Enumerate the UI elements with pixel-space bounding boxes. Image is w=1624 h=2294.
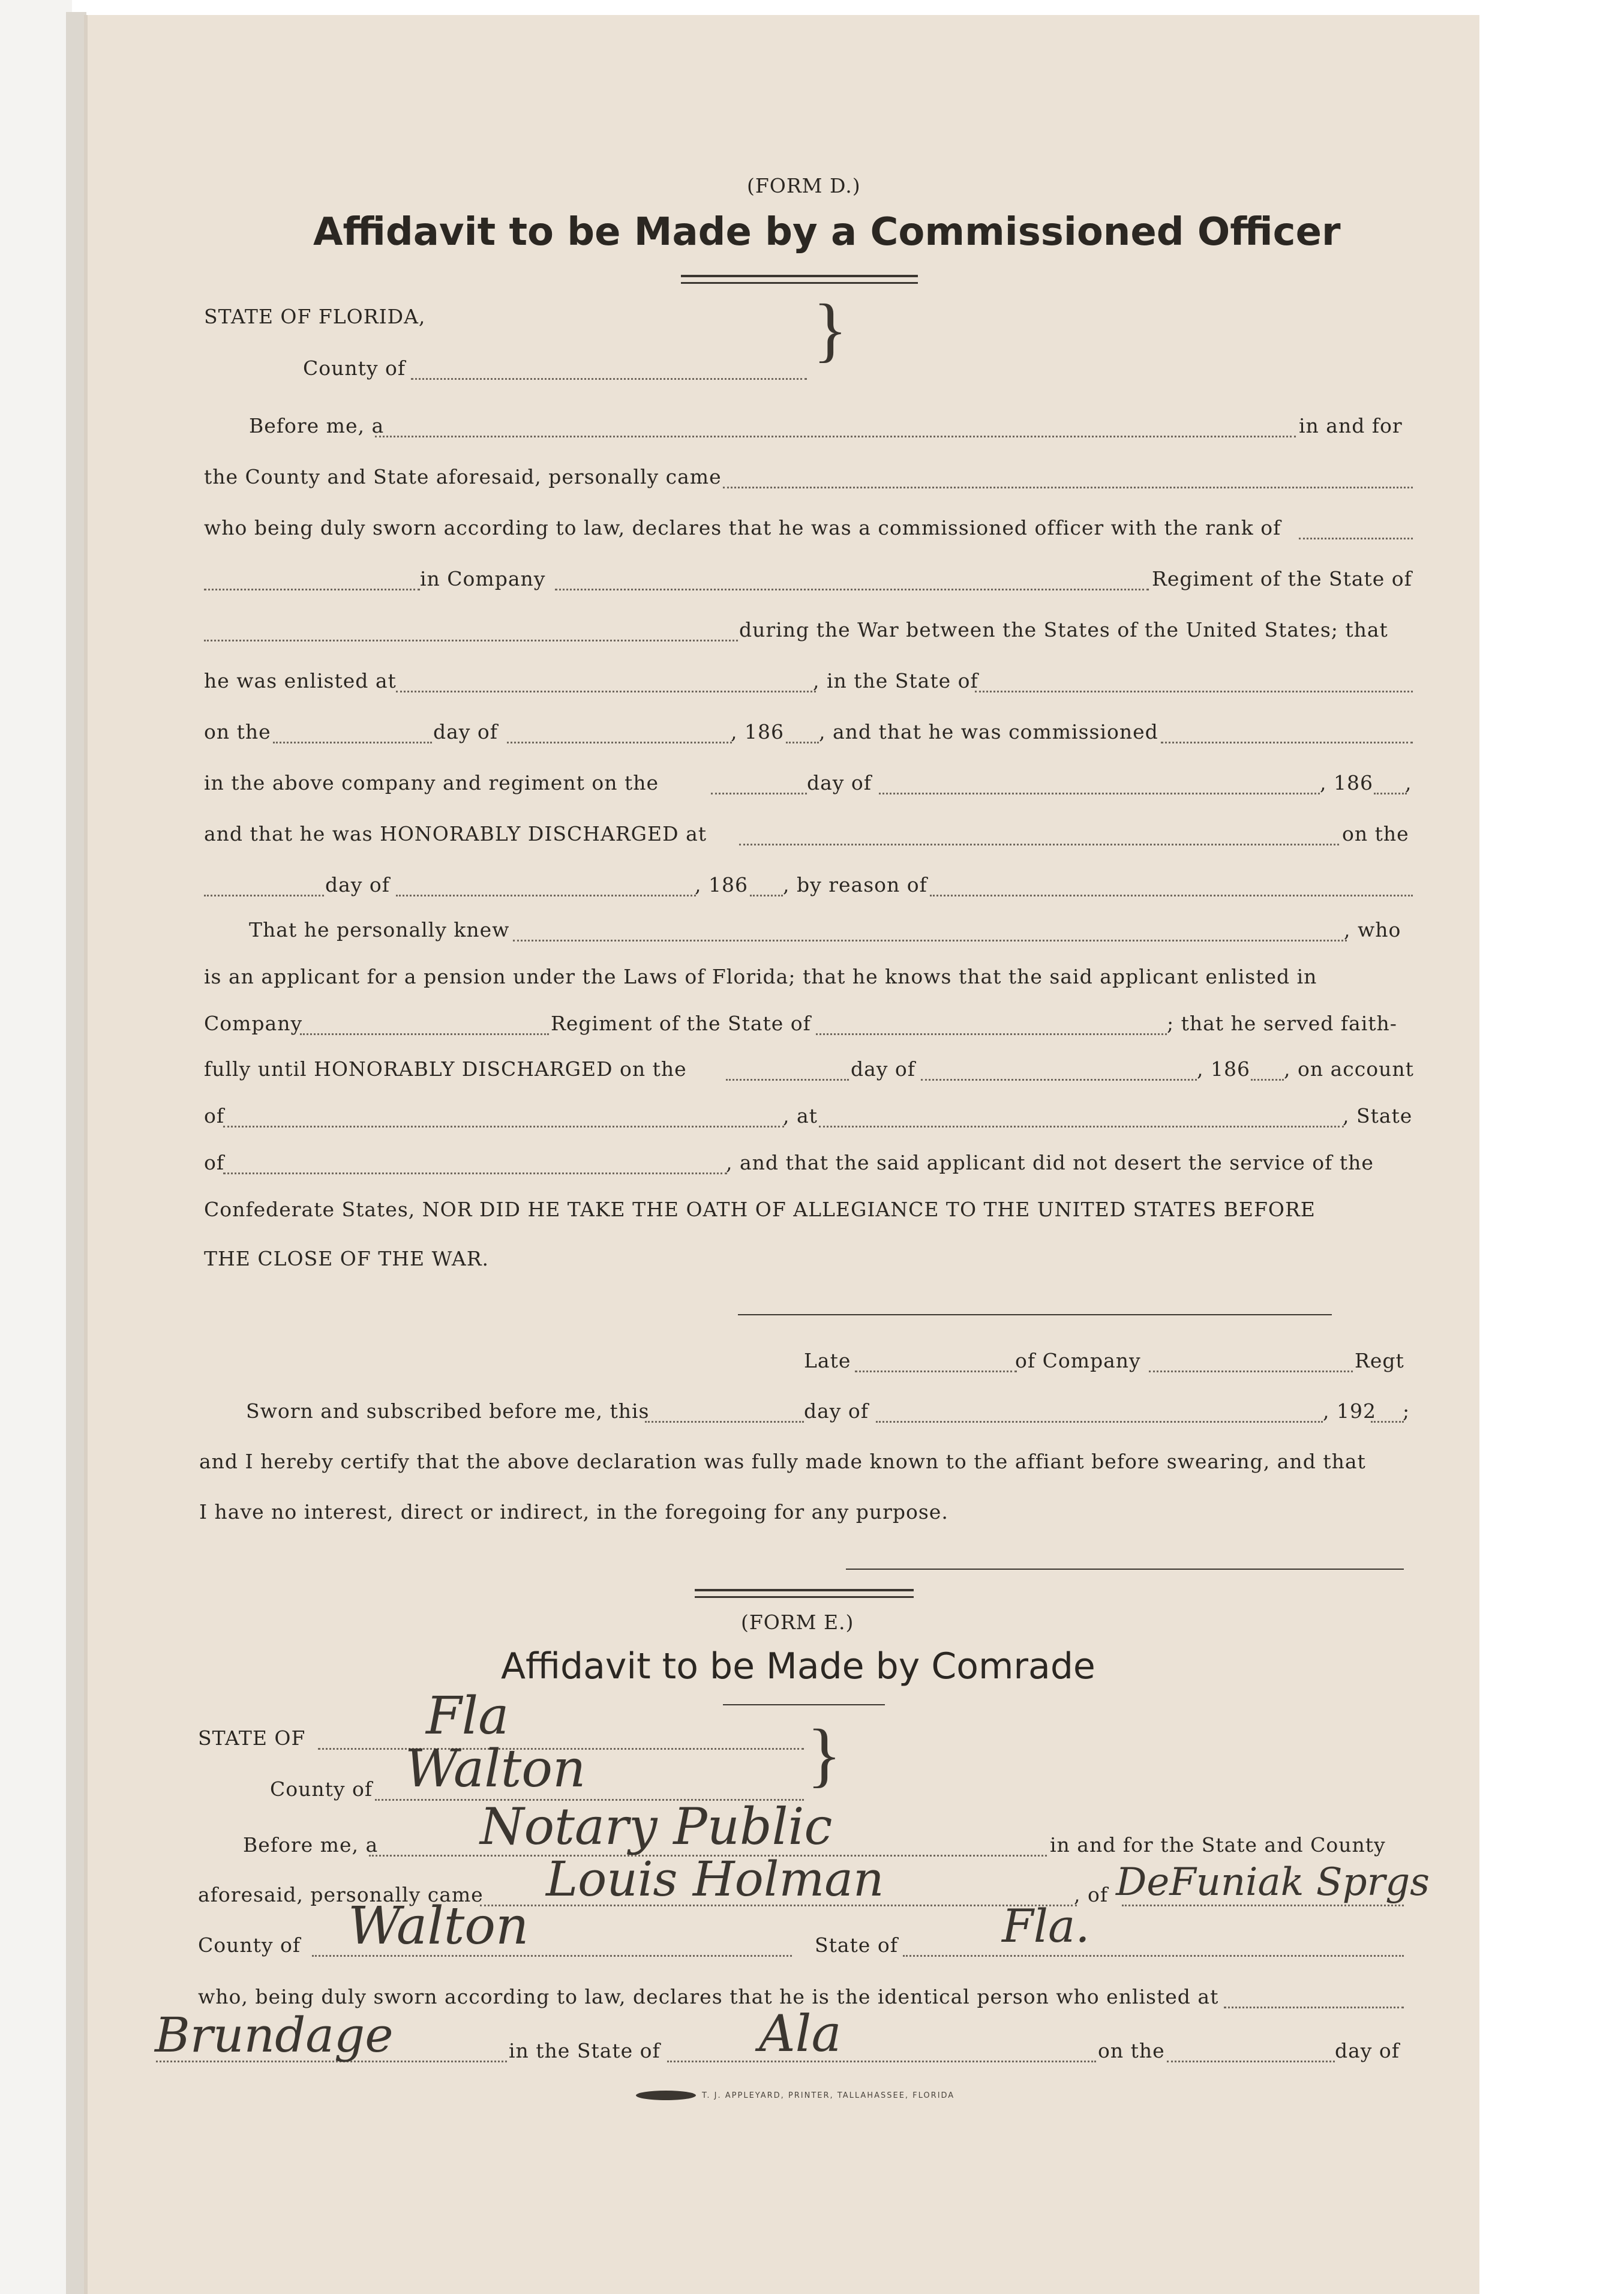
l13a: Company	[204, 1012, 303, 1035]
l14d: , on account	[1284, 1057, 1414, 1081]
l14-month-line	[921, 1079, 1197, 1081]
company-line	[555, 589, 1149, 590]
l13-state-line	[816, 1033, 1167, 1035]
l9a: and that he was HONORABLY DISCHARGED at	[204, 822, 707, 845]
l16b: , and that the said applicant did not desert the service of the	[726, 1151, 1374, 1174]
l20-day-line	[645, 1421, 804, 1423]
l15b: , at	[783, 1104, 818, 1127]
state-of-florida: STATE OF FLORIDA,	[204, 305, 426, 328]
e3a: County of	[198, 1933, 301, 1957]
l13c: ; that he served faith-	[1167, 1012, 1397, 1035]
e2a: aforesaid, personally came	[198, 1883, 484, 1906]
e2-line-2	[1122, 1905, 1404, 1906]
e5b: on the	[1098, 2039, 1165, 2062]
l8b: day of	[807, 771, 872, 794]
l8-day-line	[711, 793, 807, 794]
enlisted-at-line	[396, 691, 816, 692]
e3b: State of	[815, 1933, 898, 1957]
l10a: day of	[325, 873, 391, 896]
l10b: , 186	[695, 873, 748, 896]
l11a: That he personally knew	[249, 918, 510, 941]
e3-value: Walton	[348, 1896, 529, 1956]
l8d: ,	[1405, 771, 1412, 794]
l6b: , in the State of	[813, 669, 978, 692]
e5c: day of	[1335, 2039, 1400, 2062]
e5a: in the State of	[509, 2039, 661, 2062]
l20b: day of	[804, 1399, 869, 1423]
officer-title-line	[375, 436, 1296, 437]
l17: Confederate States, NOR DID HE TAKE THE OATH OF ALLEGIANCE TO THE UNITED STATES BEFORE	[204, 1198, 1316, 1221]
state-line	[204, 640, 738, 641]
title-rule-top	[681, 275, 918, 277]
scanner-margin	[0, 0, 72, 2294]
l20d: ;	[1403, 1399, 1410, 1423]
l15-at-line	[819, 1126, 1344, 1127]
e1-value: Notary Public	[480, 1797, 833, 1856]
l20-month-line	[876, 1421, 1323, 1423]
l7d: , and that he was commissioned	[819, 720, 1158, 743]
l20-year-line	[1371, 1421, 1404, 1423]
l14c: , 186	[1197, 1057, 1250, 1081]
form-e-rule-bottom	[695, 1596, 914, 1598]
l18: THE CLOSE OF THE WAR.	[204, 1247, 490, 1270]
l6a: he was enlisted at	[204, 669, 397, 692]
l8a: in the above company and regiment on the	[204, 771, 659, 794]
l19c: Regt	[1355, 1349, 1404, 1372]
e4: who, being duly sworn according to law, declares that he is the identical person who enlisted at	[198, 1985, 1219, 2008]
l4a: in Company	[420, 567, 546, 590]
commissioned-line	[1161, 742, 1413, 743]
l7c: , 186	[731, 720, 784, 743]
l12: is an applicant for a pension under the Laws of Florida; that he knows that the said applicant enlisted in	[204, 965, 1317, 988]
e5-line-3	[1167, 2061, 1335, 2062]
officer-signature-line	[738, 1314, 1332, 1315]
l20c: , 192	[1323, 1399, 1376, 1423]
l14b: day of	[851, 1057, 916, 1081]
l7-day-line	[273, 742, 432, 743]
e5-value: Brundage	[155, 2007, 394, 2063]
form-d-title: Affidavit to be Made by a Commissioned Officer	[313, 210, 1341, 254]
l8-year-line	[1374, 793, 1407, 794]
title-rule-bottom	[681, 282, 918, 284]
l19-late-line	[855, 1371, 1017, 1372]
l15a: of	[204, 1104, 225, 1127]
l21: and I hereby certify that the above declaration was fully made known to the affiant before swearing, and that	[199, 1450, 1366, 1473]
l7b: day of	[433, 720, 499, 743]
county-line	[411, 378, 807, 380]
l14-year-line	[1251, 1079, 1284, 1081]
e-state-value: Fla	[426, 1686, 509, 1746]
l7a: on the	[204, 720, 271, 743]
l14-day-line	[726, 1079, 849, 1081]
e4-line	[1224, 2007, 1404, 2008]
county-label: County of	[303, 356, 406, 380]
e-state-label: STATE OF	[198, 1726, 306, 1750]
l7-year-line	[786, 742, 819, 743]
page-edge-shadow	[66, 12, 86, 2294]
e2b: , of	[1074, 1883, 1109, 1906]
reason-line	[930, 895, 1413, 896]
l20a: Sworn and subscribed before me, this	[246, 1399, 650, 1423]
l3: who being duly sworn according to law, declares that he was a commissioned officer with the rank of	[204, 516, 1281, 539]
e5-value-2: Ala	[759, 2004, 842, 2063]
e3-line-2	[903, 1955, 1404, 1957]
l11b: , who	[1344, 918, 1401, 941]
l8-month-line	[879, 793, 1320, 794]
l19-company-line	[1149, 1371, 1353, 1372]
l5: during the War between the States of the United States; that	[739, 618, 1388, 641]
l10-year-line	[750, 895, 783, 896]
l22: I have no interest, direct or indirect, in the foregoing for any purpose.	[199, 1500, 948, 1524]
l10-day-line	[204, 895, 324, 896]
form-d-label: (FORM D.)	[747, 174, 861, 197]
form-e-label: (FORM E.)	[741, 1611, 854, 1634]
officer-oath-signature-line	[846, 1569, 1404, 1570]
l10c: , by reason of	[783, 873, 927, 896]
e1b: in and for the State and County	[1050, 1833, 1386, 1857]
discharged-at-line	[739, 844, 1339, 845]
printer-ornament-icon	[636, 2091, 696, 2100]
l19a: Late	[804, 1349, 851, 1372]
e1a: Before me, a	[243, 1833, 379, 1857]
affiant-name-line	[723, 487, 1413, 488]
l2: the County and State aforesaid, personally came	[204, 465, 722, 488]
e-county-value: Walton	[405, 1739, 586, 1799]
enlisted-state-line	[975, 691, 1413, 692]
l9b: on the	[1342, 822, 1409, 845]
l13-company-line	[300, 1033, 549, 1035]
l15c: , State	[1343, 1104, 1413, 1127]
venue-brace: }	[813, 289, 848, 369]
e-county-label: County of	[270, 1777, 373, 1801]
l14a: fully until HONORABLY DISCHARGED on the	[204, 1057, 687, 1081]
form-e-title-rule	[723, 1704, 885, 1705]
l19b: of Company	[1015, 1349, 1141, 1372]
e5-line-2	[667, 2061, 1096, 2062]
l1b: in and for	[1299, 414, 1403, 437]
l16-state-line	[223, 1173, 727, 1174]
form-e-title: Affidavit to be Made by Comrade	[501, 1645, 1095, 1687]
e-venue-brace: }	[807, 1714, 842, 1794]
l16a: of	[204, 1151, 225, 1174]
printer-imprint: T. J. APPLEYARD, PRINTER, TALLAHASSEE, FLORIDA	[702, 2091, 955, 2100]
e2-value: Louis Holman	[546, 1851, 884, 1907]
rank-line-2	[204, 589, 420, 590]
l7-month-line	[507, 742, 732, 743]
rank-line	[1299, 538, 1413, 539]
e2-value-2: DeFuniak Sprgs	[1116, 1860, 1430, 1905]
account-of-line	[223, 1126, 784, 1127]
l1a: Before me, a	[249, 414, 385, 437]
l13b: Regiment of the State of	[551, 1012, 811, 1035]
form-e-rule-top	[695, 1589, 914, 1591]
knew-line	[513, 940, 1347, 941]
l8c: , 186	[1320, 771, 1373, 794]
e3-value-2: Fla.	[1002, 1899, 1090, 1953]
l10-month-line	[396, 895, 696, 896]
l4b: Regiment of the State of	[1152, 567, 1412, 590]
